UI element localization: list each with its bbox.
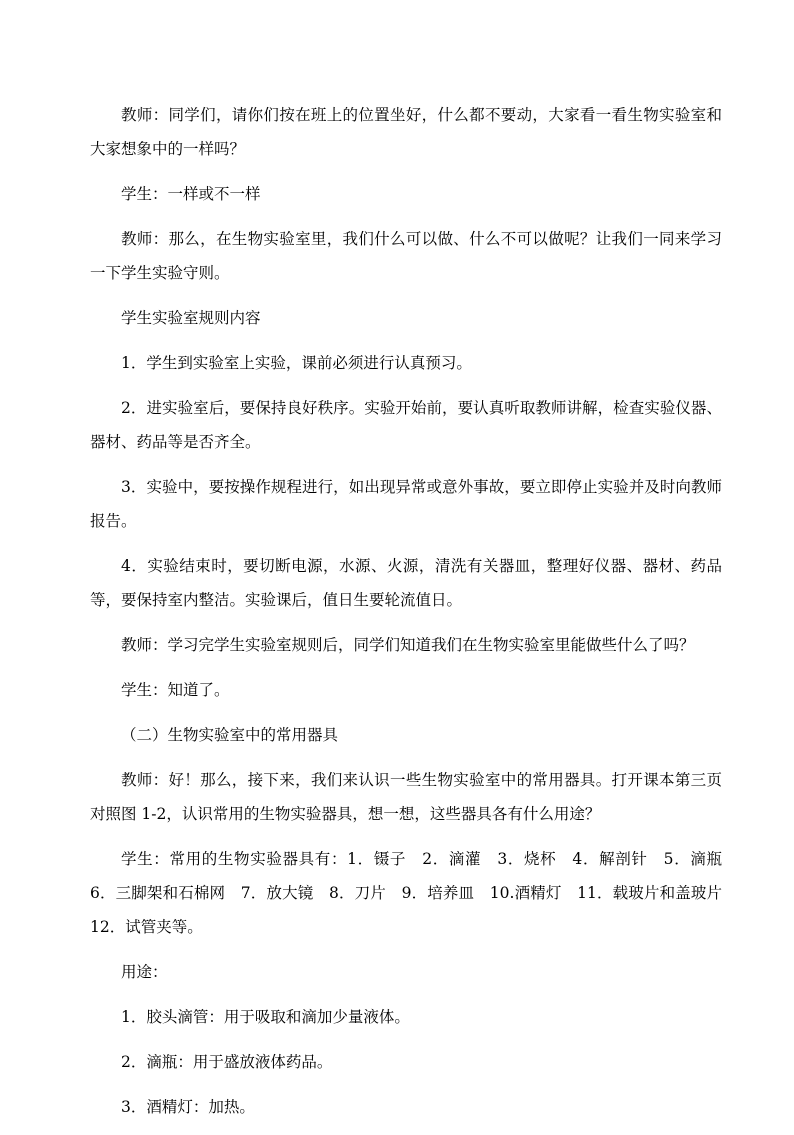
paragraph-rules-heading: 学生实验室规则内容 bbox=[121, 309, 261, 327]
paragraph-student-reply: 学生：一样或不一样 bbox=[121, 185, 261, 203]
paragraph-uses-heading: 用途： bbox=[121, 963, 168, 981]
paragraph-rule-4: 4．实验结束时，要切断电源，水源、火源，清洗有关器皿，整理好仪器、器材、药品等，要保持室内整洁。实验课后，值日生要轮流值日。 bbox=[90, 557, 722, 609]
paragraph-section-heading: （二）生物实验室中的常用器具 bbox=[121, 726, 339, 744]
paragraph-teacher-equipment: 教师：好！那么，接下来，我们来认识一些生物实验室中的常用器具。打开课本第三页对照图 1-2，认识常用的生物实验器具，想一想，这些器具各有什么用途？ bbox=[90, 771, 722, 823]
paragraph-use-3: 3．酒精灯：加热。 bbox=[121, 1098, 255, 1116]
paragraph-use-1: 1．胶头滴管：用于吸取和滴加少量液体。 bbox=[121, 1008, 410, 1026]
document-body bbox=[90, 98, 738, 1135]
paragraph-rule-2: 2．进实验室后，要保持良好秩序。实验开始前，要认真听取教师讲解，检查实验仪器、器材、药品等是否齐全。 bbox=[90, 399, 722, 451]
paragraph-student-answer: 学生：知道了。 bbox=[121, 681, 230, 699]
paragraph-use-2: 2．滴瓶：用于盛放液体药品。 bbox=[121, 1053, 333, 1071]
paragraph-teacher-rules-intro: 教师：那么，在生物实验室里，我们什么可以做、什么不可以做呢？让我们一同来学习一下学生实验守则。 bbox=[90, 230, 722, 282]
paragraph-teacher-question: 教师：学习完学生实验室规则后，同学们知道我们在生物实验室里能做些什么了吗？ bbox=[121, 636, 695, 654]
paragraph-rule-1: 1．学生到实验室上实验，课前必须进行认真预习。 bbox=[121, 354, 472, 372]
paragraph-rule-3: 3．实验中，要按操作规程进行，如出现异常或意外事故，要立即停止实验并及时向教师报告。 bbox=[90, 478, 722, 530]
paragraph-teacher-intro: 教师：同学们，请你们按在班上的位置坐好，什么都不要动，大家看一看生物实验室和大家想象中的一样吗？ bbox=[90, 106, 722, 158]
paragraph-student-equipment-list: 学生：常用的生物实验器具有：1．镊子 2．滴灌 3．烧杯 4．解剖针 5．滴瓶 6．三脚架和石棉网 7．放大镜 8．刀片 9．培养皿 10.酒精灯 11．载玻片和盖玻片 12．试管夹等。 bbox=[90, 850, 738, 936]
